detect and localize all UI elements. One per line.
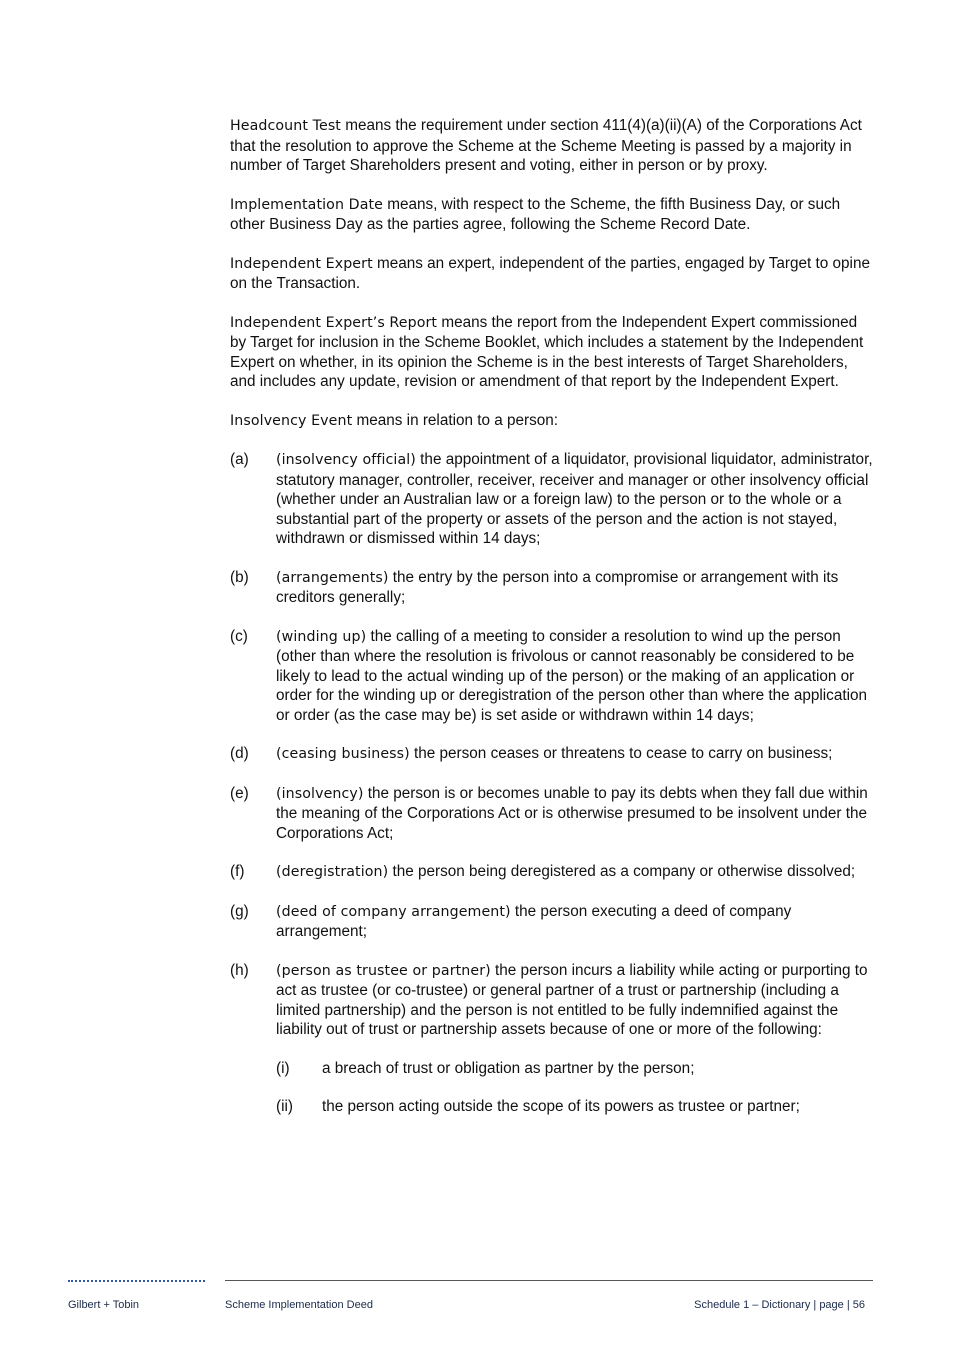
definition-independent-experts-report [230,313,875,392]
list-item-c [230,627,875,726]
defined-term: Headcount Test [230,118,341,134]
definition-text: means an expert, independent of the parties, engaged by Target to opine on the Transaction. [230,254,870,292]
list-item-g [230,902,875,942]
item-body [276,902,875,942]
item-heading: (arrangements) [276,569,389,586]
item-heading: (person as trustee or partner) [276,962,491,979]
list-item-e [230,784,875,844]
item-text: the calling of a meeting to consider a resolution to wind up the person (other than where the resolution is frivolous or cannot reasonably be considered to be likely to lead to the actual winding up of the person) or the making of an application or order for the winding up or deregistration of the person other than where the application or order (as the case may be) is set aside or withdrawn within 14 days; [276,627,867,724]
item-text: the person ceases or threatens to cease to carry on business; [409,745,833,762]
subitem-label: (ii) [276,1098,293,1115]
definition-text: means the requirement under section 411(4)(a)(ii)(A) of the Corporations Act that the resolution to approve the Scheme at the Scheme Meeting is passed by a majority in number of Target Shareholders present and voting, either in person or by proxy. [230,117,862,174]
subitem-label: (i) [276,1059,290,1077]
item-text: the appointment of a liquidator, provisional liquidator, administrator, statutory manager, controller, receiver, receiver and manager or other insolvency official (whether under an Australian law or a foreign law) to the person or to the whole or a substantial part of the property or assets of the person and the action is not stayed, withdrawn or dismissed within 14 days; [276,451,873,547]
item-label: (b) [230,568,249,586]
definition-text: means, with respect to the Scheme, the fifth Business Day, or such other Business Day as the parties agree, following the Scheme Record Date. [230,195,841,233]
item-heading: (ceasing business) [276,746,410,762]
item-label: (d) [230,745,249,762]
definition-text: means in relation to a person: [352,411,559,429]
item-body [276,784,875,844]
item-text: the person executing a deed of company arrangement; [276,902,792,940]
item-heading: (insolvency) [276,785,364,802]
list-item-h [230,961,875,1040]
sub-list-item-i [276,1059,875,1079]
definition-independent-expert [230,254,875,294]
item-text: the person incurs a liability while acting or purporting to act as trustee (or co-trustee) or general partner of a trust or partnership (including a limited partnership) and the person is not entitled to be fully indemnified against the liability out of trust or partnership assets because of one or more of the following: [276,961,868,1038]
sub-list-item-ii [276,1097,875,1117]
item-body [276,568,875,608]
list-item-f [230,862,875,883]
document-body [230,116,875,1136]
item-body [276,862,875,883]
defined-term: Independent Expert’s Report [230,314,438,331]
definition-headcount-test [230,116,875,176]
item-label: (e) [230,784,249,802]
item-label: (f) [230,863,245,880]
footer-document-title: Scheme Implementation Deed [225,1299,373,1311]
item-body [276,627,875,726]
list-item-d [230,744,875,765]
footer-page-info: Schedule 1 – Dictionary | page | 56 [694,1299,865,1311]
item-body [276,744,875,765]
subitem-text: the person acting outside the scope of its powers as trustee or partner; [322,1098,800,1115]
footer-firm-name: Gilbert + Tobin [68,1299,140,1311]
definition-text: means the report from the Independent Expert commissioned by Target for inclusion in the Scheme Booklet, which includes a statement by the Independent Expert on whether, in its opinion the Scheme is in the best interests of Target Shareholders, and includes any update, revision or amendment of that report by the Independent Expert. [230,313,864,390]
defined-term: Independent Expert [230,255,373,272]
footer-accent-divider [68,1280,205,1282]
item-heading: (deed of company arrangement) [276,903,511,920]
definition-implementation-date [230,195,875,235]
item-label: (g) [230,902,249,920]
item-heading: (deregistration) [276,864,389,880]
list-item-a [230,450,875,549]
item-body [276,961,875,1040]
defined-term: Implementation Date [230,196,383,213]
item-heading: (winding up) [276,628,367,645]
subitem-text: a breach of trust or obligation as partner by the person; [322,1059,695,1077]
item-label: (a) [230,451,249,468]
list-item-b [230,568,875,608]
definition-insolvency-event [230,411,875,432]
item-text: the entry by the person into a compromise or arrangement with its creditors generally; [276,568,839,606]
item-label: (h) [230,961,249,979]
footer-divider [225,1280,873,1281]
item-label: (c) [230,627,248,645]
defined-term: Insolvency Event [230,412,353,429]
item-body [276,450,875,549]
item-text: the person is or becomes unable to pay its debts when they fall due within the meaning of the Corporations Act or is otherwise presumed to be insolvent under the Corporations Act; [276,784,868,842]
item-heading: (insolvency official) [276,452,416,468]
item-text: the person being deregistered as a company or otherwise dissolved; [388,863,856,880]
